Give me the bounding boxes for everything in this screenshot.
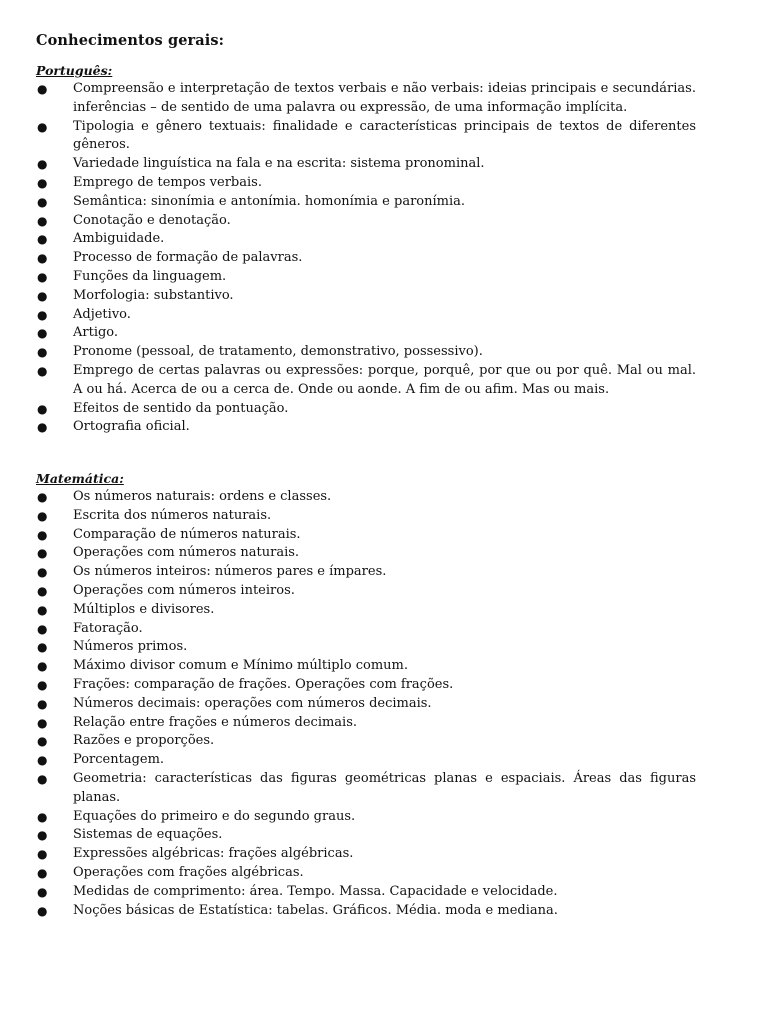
list-item-text: Medidas de comprimento: área. Tempo. Massa. Capacidade e velocidade. bbox=[73, 883, 558, 899]
bullet-dot-icon: ● bbox=[37, 345, 48, 360]
list-item-text: Frações: comparação de frações. Operações com frações. bbox=[73, 676, 454, 692]
list-item bbox=[36, 808, 696, 827]
topic-list-matematica bbox=[36, 488, 696, 920]
list-item bbox=[36, 155, 696, 174]
list-item-text: Operações com frações algébricas. bbox=[73, 864, 304, 880]
list-item-text: Adjetivo. bbox=[73, 306, 131, 322]
bullet-dot-icon: ● bbox=[37, 527, 48, 542]
bullet-dot-icon: ● bbox=[37, 884, 48, 899]
list-item bbox=[36, 732, 696, 751]
list-item bbox=[36, 620, 696, 639]
bullet-dot-icon: ● bbox=[37, 865, 48, 880]
list-item-text: Máximo divisor comum e Mínimo múltiplo comum. bbox=[73, 658, 408, 674]
list-item bbox=[36, 80, 696, 118]
list-item-text: Os números inteiros: números pares e ímpares. bbox=[73, 564, 387, 580]
bullet-dot-icon: ● bbox=[37, 213, 48, 228]
list-item-text: Ambiguidade. bbox=[73, 231, 165, 247]
list-item bbox=[36, 563, 696, 582]
list-item bbox=[36, 118, 696, 156]
list-item-text: Semântica: sinonímia e antonímia. homonímia e paronímia. bbox=[73, 193, 466, 209]
list-item bbox=[36, 362, 696, 400]
list-item bbox=[36, 826, 696, 845]
list-item-text: Sistemas de equações. bbox=[73, 827, 223, 843]
list-item-text: Noções básicas de Estatística: tabelas. Gráficos. Média. moda e mediana. bbox=[73, 902, 558, 918]
bullet-dot-icon: ● bbox=[37, 546, 48, 561]
section-heading-portugues: Português: bbox=[36, 63, 113, 78]
bullet-dot-icon: ● bbox=[37, 621, 48, 636]
list-item bbox=[36, 249, 696, 268]
list-item-text: Pronome (pessoal, de tratamento, demonstrativo, possessivo). bbox=[73, 344, 483, 360]
bullet-dot-icon: ● bbox=[37, 194, 48, 209]
bullet-dot-icon: ● bbox=[37, 809, 48, 824]
list-item-text: Operações com números inteiros. bbox=[73, 582, 295, 598]
list-item bbox=[36, 582, 696, 601]
bullet-dot-icon: ● bbox=[37, 715, 48, 730]
bullet-dot-icon: ● bbox=[37, 82, 48, 96]
list-item bbox=[36, 695, 696, 714]
list-item-text: Os números naturais: ordens e classes. bbox=[73, 489, 332, 504]
list-item-text: Artigo. bbox=[73, 325, 119, 341]
bullet-dot-icon: ● bbox=[37, 363, 48, 378]
list-item bbox=[36, 324, 696, 343]
list-item-text: Relação entre frações e números decimais. bbox=[73, 714, 358, 730]
list-item bbox=[36, 418, 696, 437]
topic-list-portugues bbox=[36, 80, 696, 437]
bullet-dot-icon: ● bbox=[37, 420, 48, 435]
section-heading-matematica: Matemática: bbox=[36, 471, 124, 486]
list-item bbox=[36, 657, 696, 676]
list-item bbox=[36, 751, 696, 770]
list-item bbox=[36, 400, 696, 419]
list-item-text: Escrita dos números naturais. bbox=[73, 507, 272, 523]
list-item-text: Razões e proporções. bbox=[73, 733, 215, 749]
bullet-dot-icon: ● bbox=[37, 771, 48, 786]
list-item bbox=[36, 770, 696, 808]
list-item-text: Morfologia: substantivo. bbox=[73, 287, 234, 303]
list-item-text: Expressões algébricas: frações algébricas. bbox=[73, 846, 354, 862]
list-item bbox=[36, 601, 696, 620]
bullet-dot-icon: ● bbox=[37, 508, 48, 523]
list-item bbox=[36, 526, 696, 545]
list-item-text: Compreensão e interpretação de textos verbais e não verbais: ideias principais e secundárias. inferências – de sentido de uma palavra ou expressão, de uma informação implícita. bbox=[73, 81, 696, 115]
bullet-dot-icon: ● bbox=[37, 157, 48, 172]
list-item-text: Múltiplos e divisores. bbox=[73, 601, 215, 617]
list-item bbox=[36, 507, 696, 526]
bullet-dot-icon: ● bbox=[37, 269, 48, 284]
list-item-text: Ortografia oficial. bbox=[73, 419, 190, 435]
section-matematica bbox=[36, 470, 696, 920]
bullet-dot-icon: ● bbox=[37, 640, 48, 655]
bullet-dot-icon: ● bbox=[37, 583, 48, 598]
list-item bbox=[36, 714, 696, 733]
list-item-text: Efeitos de sentido da pontuação. bbox=[73, 400, 289, 416]
list-item bbox=[36, 902, 696, 921]
list-item-text: Funções da linguagem. bbox=[73, 268, 227, 284]
list-item-text: Variedade linguística na fala e na escrita: sistema pronominal. bbox=[73, 156, 485, 172]
list-item-text: Comparação de números naturais. bbox=[73, 526, 301, 542]
bullet-dot-icon: ● bbox=[37, 288, 48, 303]
bullet-dot-icon: ● bbox=[37, 602, 48, 617]
list-item-text: Números decimais: operações com números decimais. bbox=[73, 695, 432, 711]
list-item bbox=[36, 883, 696, 902]
bullet-dot-icon: ● bbox=[37, 903, 48, 918]
list-item bbox=[36, 174, 696, 193]
list-item-text: Números primos. bbox=[73, 639, 188, 655]
section-portugues bbox=[36, 62, 696, 437]
list-item-text: Operações com números naturais. bbox=[73, 545, 300, 561]
bullet-dot-icon: ● bbox=[37, 565, 48, 580]
list-item-text: Emprego de certas palavras ou expressões: porque, porquê, por que ou por quê. Mal ou mal. A ou há. Acerca de ou a cerca de. Onde ou aonde. A fim de ou afim. Mas ou mais. bbox=[73, 362, 696, 397]
list-item-text: Processo de formação de palavras. bbox=[73, 250, 303, 266]
bullet-dot-icon: ● bbox=[37, 828, 48, 843]
list-item-text: Equações do primeiro e do segundo graus. bbox=[73, 808, 356, 824]
list-item bbox=[36, 544, 696, 563]
list-item bbox=[36, 193, 696, 212]
list-item-text: Fatoração. bbox=[73, 620, 143, 636]
bullet-dot-icon: ● bbox=[37, 847, 48, 862]
list-item-text: Tipologia e gênero textuais: finalidade e características principais de textos de diferentes gêneros. bbox=[73, 118, 696, 153]
bullet-dot-icon: ● bbox=[37, 659, 48, 674]
bullet-dot-icon: ● bbox=[37, 734, 48, 749]
list-item bbox=[36, 212, 696, 231]
list-item bbox=[36, 287, 696, 306]
bullet-dot-icon: ● bbox=[37, 232, 48, 247]
list-item-text: Geometria: características das figuras geométricas planas e espaciais. Áreas das figuras planas. bbox=[73, 770, 696, 805]
bullet-dot-icon: ● bbox=[37, 753, 48, 768]
bullet-dot-icon: ● bbox=[37, 119, 48, 134]
list-item-text: Porcentagem. bbox=[73, 752, 165, 768]
bullet-dot-icon: ● bbox=[37, 326, 48, 341]
bullet-dot-icon: ● bbox=[37, 251, 48, 266]
list-item bbox=[36, 488, 696, 507]
bullet-dot-icon: ● bbox=[37, 696, 48, 711]
list-item bbox=[36, 230, 696, 249]
list-item bbox=[36, 864, 696, 883]
bullet-dot-icon: ● bbox=[37, 175, 48, 190]
list-item bbox=[36, 638, 696, 657]
bullet-dot-icon: ● bbox=[37, 307, 48, 322]
list-item bbox=[36, 268, 696, 287]
list-item bbox=[36, 845, 696, 864]
bullet-dot-icon: ● bbox=[37, 401, 48, 416]
list-item bbox=[36, 343, 696, 362]
bullet-dot-icon: ● bbox=[37, 490, 48, 504]
bullet-dot-icon: ● bbox=[37, 677, 48, 692]
list-item-text: Emprego de tempos verbais. bbox=[73, 174, 262, 190]
document-title: Conhecimentos gerais: bbox=[36, 32, 225, 49]
list-item bbox=[36, 306, 696, 325]
list-item-text: Conotação e denotação. bbox=[73, 212, 231, 228]
list-item bbox=[36, 676, 696, 695]
